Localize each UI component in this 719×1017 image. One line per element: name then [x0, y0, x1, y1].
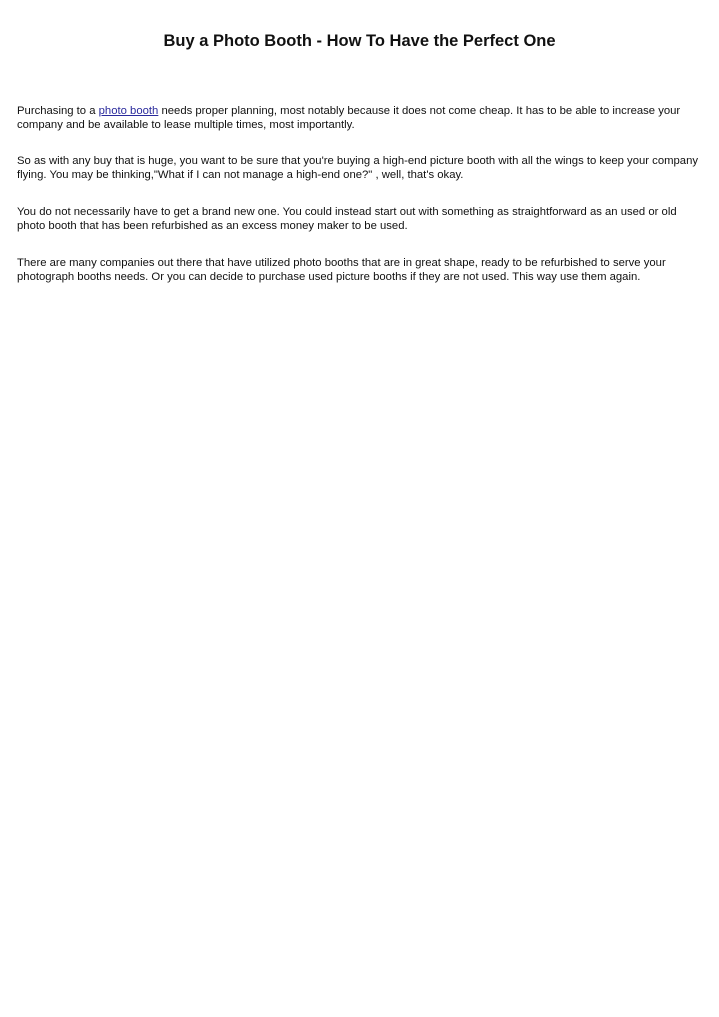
paragraph-1 [17, 104, 707, 132]
page-title: Buy a Photo Booth - How To Have the Perfect One [163, 32, 556, 50]
paragraph-4: There are many companies out there that have utilized photo booths that are in great shape, ready to be refurbished to serve your photograph booths needs. Or you can decide to purchase used picture booths if they are not used. This way use them again. [17, 257, 666, 283]
paragraph-2: So as with any buy that is huge, you want to be sure that you're buying a high-end picture booth with all the wings to keep your company flying. You may be thinking,"What if I can not manage a high-end one?" , well, that's okay. [17, 155, 699, 181]
paragraph-3: You do not necessarily have to get a brand new one. You could instead start out with something as straightforward as an used or old photo booth that has been refurbished as an excess money maker to be used. [17, 206, 677, 232]
paragraph-1-text-before: Purchasing to a [17, 105, 99, 117]
photo-booth-link[interactable]: photo booth [98, 105, 159, 117]
paragraph-1-text-after: needs proper planning, most notably because it does not come cheap. It has to be able to increase your company and be available to lease multiple times, most importantly. [17, 105, 681, 131]
